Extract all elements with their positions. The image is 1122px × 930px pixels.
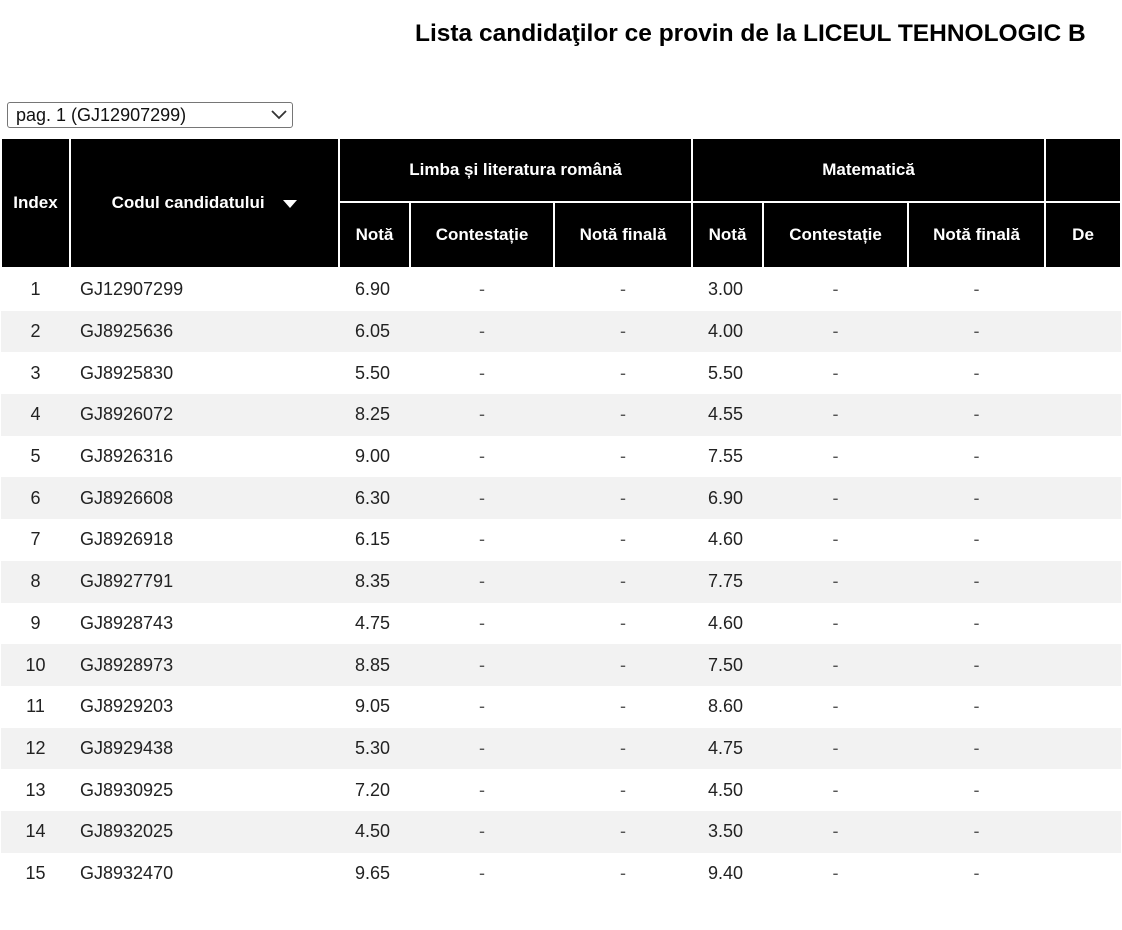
- mat-contestatie-cell: -: [763, 311, 908, 353]
- index-cell: 10: [1, 644, 70, 686]
- subheader-rom-nota-finala: Notă finală: [554, 202, 692, 268]
- rom-contestatie-cell: -: [410, 561, 554, 603]
- rom-nota-finala-cell: -: [620, 362, 627, 383]
- code-cell: GJ8926316: [80, 446, 174, 467]
- rom-contestatie-cell: -: [479, 862, 485, 883]
- mat-nota-finala-cell: -: [908, 811, 1045, 853]
- mat-nota-cell: 6.90: [692, 477, 763, 519]
- subheader-mat-contestatie: Contestație: [763, 202, 908, 268]
- sort-down-icon[interactable]: [283, 193, 297, 213]
- index-cell: 15: [25, 862, 46, 883]
- table-row: [1, 561, 1121, 603]
- next-column-cell: [1045, 394, 1121, 436]
- rom-contestatie-cell: -: [479, 362, 485, 383]
- rom-contestatie-cell: -: [479, 612, 485, 633]
- group-header-romana: Limba și literatura română: [339, 138, 692, 202]
- rom-nota-finala-cell: -: [554, 644, 692, 686]
- rom-contestatie-cell: -: [479, 529, 485, 550]
- code-cell: GJ8930925: [80, 779, 174, 800]
- code-cell: GJ8926072: [70, 394, 339, 436]
- page-select-value: pag. 1 (GJ12907299): [16, 104, 187, 125]
- table-row: [1, 769, 1121, 811]
- mat-nota-finala-cell: -: [973, 446, 980, 467]
- rom-nota-cell: 6.90: [355, 279, 391, 300]
- index-cell: 2: [1, 311, 70, 353]
- page-title: Lista candidaţilor ce provin de la LICEUL TEHNOLOGIC B: [415, 20, 1086, 47]
- next-column-cell: [1045, 603, 1121, 645]
- rom-nota-finala-cell: -: [620, 779, 627, 800]
- mat-contestatie-cell: -: [832, 612, 839, 633]
- next-column-cell: [1045, 436, 1121, 478]
- mat-contestatie-cell: -: [832, 279, 839, 300]
- index-cell: 11: [26, 696, 45, 717]
- index-cell: 9: [30, 612, 41, 633]
- rom-nota-cell: 5.50: [355, 362, 391, 383]
- mat-nota-cell: 4.55: [692, 394, 763, 436]
- mat-nota-finala-cell: -: [973, 279, 980, 300]
- mat-nota-cell: 3.00: [708, 279, 744, 300]
- table-row: [1, 644, 1121, 686]
- rom-contestatie-cell: -: [479, 696, 485, 717]
- mat-contestatie-cell: -: [832, 862, 839, 883]
- rom-nota-cell: 4.50: [339, 811, 410, 853]
- subheader-rom-contestatie: Contestație: [410, 202, 554, 268]
- code-cell: GJ8928743: [80, 612, 174, 633]
- next-column-cell: [1045, 769, 1121, 811]
- rom-nota-cell: 7.20: [355, 779, 391, 800]
- index-cell: 8: [1, 561, 70, 603]
- mat-contestatie-cell: -: [763, 728, 908, 770]
- code-cell: GJ8926918: [80, 529, 174, 550]
- rom-nota-finala-cell: -: [554, 728, 692, 770]
- table-row: [1, 436, 1121, 478]
- code-cell: GJ8925636: [70, 311, 339, 353]
- results-table: [0, 137, 1122, 894]
- mat-nota-cell: 3.50: [692, 811, 763, 853]
- mat-nota-finala-cell: -: [908, 477, 1045, 519]
- rom-nota-cell: 9.65: [355, 862, 391, 883]
- rom-contestatie-cell: -: [410, 311, 554, 353]
- rom-nota-cell: 9.00: [355, 446, 391, 467]
- rom-nota-cell: 4.75: [355, 612, 391, 633]
- mat-contestatie-cell: -: [763, 561, 908, 603]
- chevron-down-icon: [266, 102, 292, 128]
- index-header: Index: [1, 138, 70, 268]
- table-row: [1, 811, 1121, 853]
- table-row: [1, 394, 1121, 436]
- code-cell: GJ12907299: [80, 279, 184, 300]
- mat-nota-cell: 4.50: [708, 779, 744, 800]
- rom-nota-cell: 6.15: [355, 529, 391, 550]
- rom-nota-finala-cell: -: [554, 561, 692, 603]
- rom-nota-finala-cell: -: [620, 612, 627, 633]
- table-row: [1, 268, 1121, 311]
- rom-contestatie-cell: -: [410, 394, 554, 436]
- mat-nota-cell: 5.50: [708, 362, 744, 383]
- table-row: [1, 352, 1121, 394]
- next-column-cell: [1045, 853, 1121, 895]
- mat-nota-finala-cell: -: [973, 362, 980, 383]
- table-row: [1, 728, 1121, 770]
- rom-contestatie-cell: -: [479, 446, 485, 467]
- mat-contestatie-cell: -: [832, 779, 839, 800]
- next-column-cell: [1045, 561, 1121, 603]
- code-cell: GJ8926608: [70, 477, 339, 519]
- mat-nota-cell: 7.75: [692, 561, 763, 603]
- rom-nota-finala-cell: -: [620, 696, 627, 717]
- mat-contestatie-cell: -: [763, 477, 908, 519]
- code-header[interactable]: [70, 138, 339, 268]
- group-header-matematica: Matematică: [692, 138, 1045, 202]
- group-header-next: [1045, 138, 1121, 202]
- next-column-cell: [1045, 477, 1121, 519]
- next-column-cell: [1045, 686, 1121, 728]
- mat-nota-finala-cell: -: [973, 529, 980, 550]
- mat-contestatie-cell: -: [832, 362, 839, 383]
- index-cell: 4: [1, 394, 70, 436]
- mat-nota-finala-cell: -: [908, 644, 1045, 686]
- rom-contestatie-cell: -: [410, 728, 554, 770]
- rom-nota-cell: 6.05: [339, 311, 410, 353]
- next-column-cell: [1045, 519, 1121, 561]
- rom-contestatie-cell: -: [410, 644, 554, 686]
- next-column-cell: [1045, 728, 1121, 770]
- mat-nota-cell: 8.60: [708, 696, 744, 717]
- mat-nota-finala-cell: -: [973, 696, 980, 717]
- mat-contestatie-cell: -: [763, 644, 908, 686]
- index-cell: 14: [1, 811, 70, 853]
- rom-nota-cell: 5.30: [339, 728, 410, 770]
- mat-nota-finala-cell: -: [908, 728, 1045, 770]
- rom-nota-finala-cell: -: [620, 446, 627, 467]
- index-cell: 1: [30, 279, 41, 300]
- next-column-cell: [1045, 811, 1121, 853]
- rom-nota-finala-cell: -: [620, 279, 627, 300]
- code-cell: GJ8929438: [70, 728, 339, 770]
- mat-contestatie-cell: -: [763, 811, 908, 853]
- rom-nota-finala-cell: -: [554, 311, 692, 353]
- rom-nota-cell: 6.30: [339, 477, 410, 519]
- index-cell: 12: [1, 728, 70, 770]
- table-row: [1, 603, 1121, 645]
- rom-contestatie-cell: -: [410, 477, 554, 519]
- code-cell: GJ8928973: [70, 644, 339, 686]
- rom-nota-cell: 8.35: [339, 561, 410, 603]
- code-cell: GJ8929203: [80, 696, 174, 717]
- table-row: [1, 519, 1121, 561]
- code-cell: GJ8932025: [70, 811, 339, 853]
- mat-nota-cell: 4.75: [692, 728, 763, 770]
- index-cell: 6: [1, 477, 70, 519]
- rom-nota-finala-cell: -: [554, 477, 692, 519]
- rom-contestatie-cell: -: [410, 811, 554, 853]
- mat-contestatie-cell: -: [832, 529, 839, 550]
- rom-nota-finala-cell: -: [620, 529, 627, 550]
- rom-nota-cell: 8.25: [339, 394, 410, 436]
- rom-contestatie-cell: -: [479, 279, 485, 300]
- mat-nota-finala-cell: -: [908, 311, 1045, 353]
- mat-nota-cell: 4.60: [708, 612, 744, 633]
- index-cell: 3: [30, 362, 41, 383]
- code-cell: GJ8925830: [80, 362, 174, 383]
- results-table-container[interactable]: [0, 137, 1094, 930]
- mat-nota-finala-cell: -: [908, 394, 1045, 436]
- subheader-mat-nota: Notă: [692, 202, 763, 268]
- index-cell: 7: [30, 529, 41, 550]
- table-row: [1, 477, 1121, 519]
- next-column-cell: [1045, 268, 1121, 311]
- table-row: [1, 311, 1121, 353]
- mat-nota-finala-cell: -: [908, 561, 1045, 603]
- rom-nota-finala-cell: -: [554, 394, 692, 436]
- next-column-cell: [1045, 311, 1121, 353]
- index-cell: 13: [25, 779, 46, 800]
- page-select-dropdown[interactable]: [7, 102, 293, 128]
- mat-nota-cell: 4.60: [708, 529, 744, 550]
- subheader-rom-nota: Notă: [339, 202, 410, 268]
- mat-nota-cell: 7.55: [708, 446, 744, 467]
- next-column-cell: [1045, 644, 1121, 686]
- mat-nota-cell: 7.50: [692, 644, 763, 686]
- code-cell: GJ8927791: [70, 561, 339, 603]
- next-column-cell: [1045, 352, 1121, 394]
- mat-nota-finala-cell: -: [973, 862, 980, 883]
- code-header-label: Codul candidatului: [111, 192, 265, 212]
- mat-contestatie-cell: -: [832, 446, 839, 467]
- rom-nota-cell: 8.85: [339, 644, 410, 686]
- mat-nota-cell: 4.00: [692, 311, 763, 353]
- mat-nota-cell: 9.40: [708, 862, 744, 883]
- table-row: [1, 686, 1121, 728]
- mat-contestatie-cell: -: [763, 394, 908, 436]
- rom-nota-finala-cell: -: [620, 862, 627, 883]
- rom-nota-finala-cell: -: [554, 811, 692, 853]
- mat-nota-finala-cell: -: [973, 779, 980, 800]
- mat-nota-finala-cell: -: [973, 612, 980, 633]
- mat-contestatie-cell: -: [832, 696, 839, 717]
- table-row: [1, 853, 1121, 895]
- rom-contestatie-cell: -: [479, 779, 485, 800]
- index-cell: 5: [30, 446, 41, 467]
- subheader-mat-nota-finala: Notă finală: [908, 202, 1045, 268]
- subheader-next: De: [1045, 202, 1121, 268]
- rom-nota-cell: 9.05: [355, 696, 391, 717]
- code-cell: GJ8932470: [80, 862, 174, 883]
